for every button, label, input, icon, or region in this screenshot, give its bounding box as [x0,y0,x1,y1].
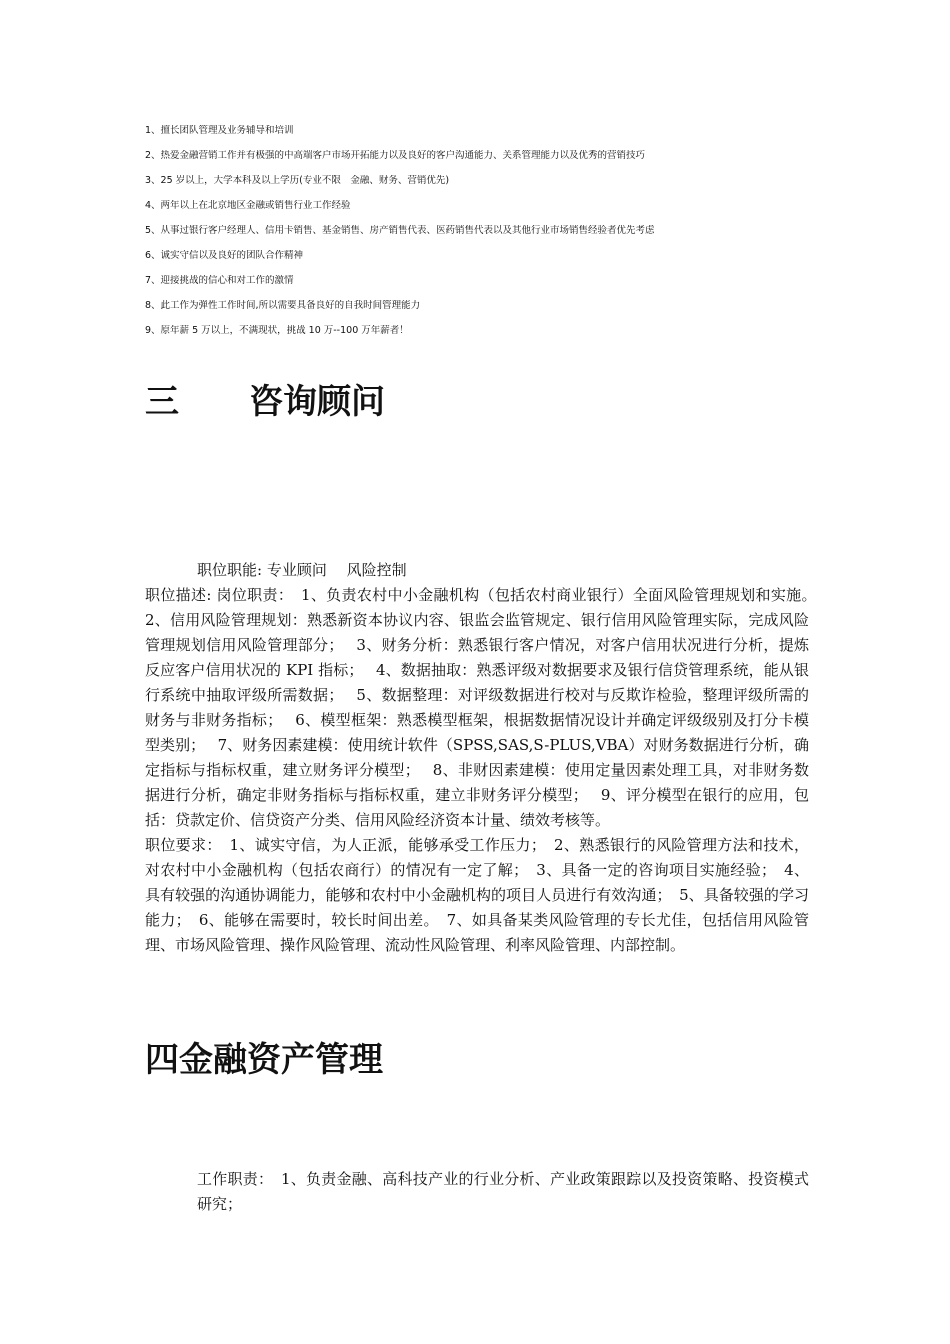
section-heading-asset-management: 四金融资产管理 [145,1040,383,1080]
asset-management-body [145,1167,809,1217]
list-item: 6、诚实守信以及良好的团队合作精神 [145,250,304,261]
list-item: 1、擅长团队管理及业务辅导和培训 [145,125,294,136]
job-requirements: 职位要求： 1、诚实守信，为人正派，能够承受工作压力； 2、熟悉银行的风险管理方法和技术，对农村中小金融机构（包括农商行）的情况有一定了解； 3、具备一定的咨询项目实施经验； 4、具有较强的沟通协调能力，能够和农村中小金融机构的项目人员进行有效沟通； 5、具备较强的学习能力； 6、能够在需要时，较长时间出差。 7、如具备某类风险管理的专长尤佳，包括信用风险管理、市场风险管理、操作风险管理、流动性风险管理、利率风险管理、内部控制。 [145,836,809,954]
job-description: 职位描述: 岗位职责： 1、负责农村中小金融机构（包括农村商业银行）全面风险管理规划和实施。 2、信用风险管理规划：熟悉新资本协议内容、银监会监管规定、银行信用风险管理实际，完成风险管理规划信用风险管理部分； 3、财务分析：熟悉银行客户情况，对客户信用状况进行分析，提炼反应客户信用状况的 KPI 指标； 4、数据抽取：熟悉评级对数据要求及银行信贷管理系统，能从银行系统中抽取评级所需数据； 5、数据整理：对评级数据进行校对与反欺诈检验，整理评级所需的财务与非财务指标； 6、模型框架：熟悉模型框架，根据数据情况设计并确定评级级别及打分卡模型类别； 7、财务因素建模：使用统计软件（SPSS,SAS,S-PLUS,VBA）对财务数据进行分析，确定指标与指标权重，建立财务评分模型； 8、非财因素建模：使用定量因素处理工具，对非财务数据进行分析，确定非财务指标与指标权重，建立非财务评分模型； 9、评分模型在银行的应用，包括：贷款定价、信贷资产分类、信用风险经济资本计量、绩效考核等。 [145,586,825,829]
job-function: 职位职能: 专业顾问 风险控制 [197,561,407,579]
list-item: 4、两年以上在北京地区金融或销售行业工作经验 [145,200,351,211]
section-title: 咨询顾问 [249,382,385,422]
section-heading-consulting [145,380,385,424]
consulting-body [145,558,825,958]
list-item: 2、热爱金融营销工作并有极强的中高端客户市场开拓能力以及良好的客户沟通能力、关系管理能力以及优秀的营销技巧 [145,150,646,161]
job-duties: 工作职责： 1、负责金融、高科技产业的行业分析、产业政策跟踪以及投资策略、投资模式研究； [197,1170,809,1213]
list-item: 5、从事过银行客户经理人、信用卡销售、基金销售、房产销售代表、医药销售代表以及其他行业市场销售经验者优先考虑 [145,225,655,236]
list-item: 3、25 岁以上，大学本科及以上学历(专业不限 金融、财务、营销优先) [145,175,450,186]
list-item: 7、迎接挑战的信心和对工作的激情 [145,275,294,286]
section-number: 三 [145,382,179,422]
list-item: 9、原年薪 5 万以上，不满现状，挑战 10 万--100 万年薪者！ [145,325,409,336]
requirements-list [145,125,865,350]
list-item: 8、此工作为弹性工作时间,所以需要具备良好的自我时间管理能力 [145,300,421,311]
